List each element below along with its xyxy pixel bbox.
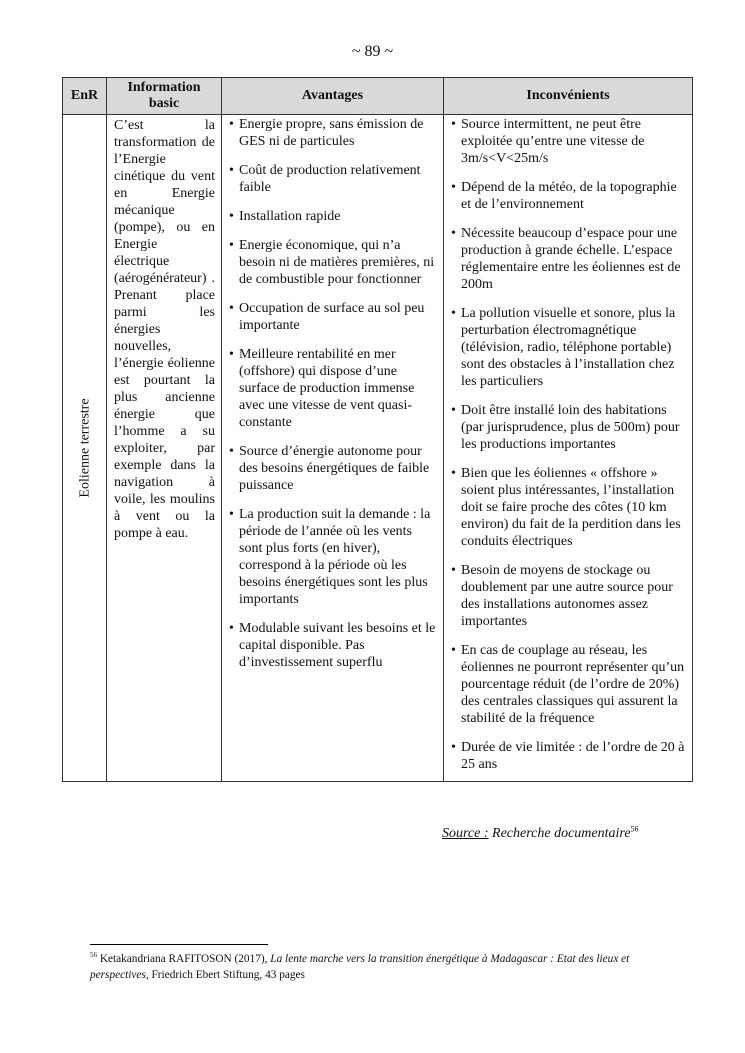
header-enr: EnR [63, 78, 107, 115]
footnote-divider [90, 944, 268, 945]
disadvantage-item: • Source intermittent, ne peut être exploitée qu’entre une vitesse de 3m/s<V<25m/s [451, 116, 686, 167]
page-number: ~ 89 ~ [351, 43, 394, 60]
header-information: Information basic [107, 78, 222, 115]
enr-cell [63, 115, 107, 782]
advantage-item: • Energie économique, qui n’a besoin ni de matières premières, ni de combustible pour fonctionner [229, 237, 437, 288]
footnote-ref: 56 [630, 824, 639, 834]
footnote-number: 56 [90, 951, 97, 960]
disadvantages-cell [444, 115, 693, 782]
advantages-list [229, 116, 437, 671]
disadvantage-item: • La pollution visuelle et sonore, plus la perturbation électromagnétique (télévision, radio, téléphone portable) sont des obstacles à l’installation chez les particuliers [451, 305, 686, 390]
disadvantage-item: • Besoin de moyens de stockage ou doublement par une autre source pour des installations autonomes assez importantes [451, 562, 686, 630]
information-cell: C’est la transformation de l’Energie cinétique du vent en Energie mécanique (pompe), ou en Energie électrique (aérogénérateur) . Prenant place parmi les énergies nouvelles, l’énergie éolienne est pourtant la plus ancienne énergie que l’homme a su exploiter, par exemple dans la navigation à voile, les moulins à vent ou la pompe à eau. [107, 115, 222, 782]
disadvantage-item: • En cas de couplage au réseau, les éoliennes ne pourront représenter qu’un pourcentage réduit (de l’ordre de 20%) des centrales classiques qui assurent la stabilité de la fréquence [451, 642, 686, 727]
footnote-publisher: , Friedrich Ebert Stiftung, 43 pages [145, 969, 305, 981]
advantage-item: • Energie propre, sans émission de GES ni de particules [229, 116, 437, 150]
advantage-item: • Meilleure rentabilité en mer (offshore) qui dispose d’une surface de production immense avec une vitesse de vent quasi-constante [229, 346, 437, 431]
advantage-item: • Coût de production relativement faible [229, 162, 437, 196]
source-note [442, 826, 639, 842]
source-text: Recherche documentaire [488, 826, 631, 841]
row-label: Eolienne terrestre [77, 398, 92, 498]
disadvantages-list [451, 116, 686, 773]
header-disadvantages: Inconvénients [444, 78, 693, 115]
advantage-item: • Occupation de surface au sol peu importante [229, 300, 437, 334]
disadvantage-item: • Doit être installé loin des habitations (par jurisprudence, plus de 500m) pour les productions importantes [451, 402, 686, 453]
advantages-cell [222, 115, 444, 782]
energy-comparison-table [62, 77, 693, 782]
advantage-item: • Installation rapide [229, 208, 437, 225]
table-row [63, 115, 693, 782]
footnote-author: Ketakandriana RAFITOSON (2017), [97, 953, 271, 965]
advantage-item: • Modulable suivant les besoins et le capital disponible. Pas d’investissement superflu [229, 620, 437, 671]
table-header-row [63, 78, 693, 115]
advantage-item: • Source d’énergie autonome pour des besoins énergétiques de faible puissance [229, 443, 437, 494]
advantage-item: • La production suit la demande : la période de l’année où les vents sont plus forts (en hiver), correspond à la période où les besoins énergétiques sont les plus importants [229, 506, 437, 608]
footnote [90, 951, 670, 983]
header-advantages: Avantages [222, 78, 444, 115]
source-label: Source : [442, 826, 489, 841]
disadvantage-item: • Durée de vie limitée : de l’ordre de 20 à 25 ans [451, 739, 686, 773]
disadvantage-item: • Bien que les éoliennes « offshore » soient plus intéressantes, l’installation doit se faire proche des côtes (10 km environ) du fait de la perdition dans les conduits électriques [451, 465, 686, 550]
disadvantage-item: • Dépend de la météo, de la topographie et de l’environnement [451, 179, 686, 213]
footnote-title: La lente marche vers la transition énergétique à Madagascar : Etat des lieux et perspectives [90, 953, 630, 981]
disadvantage-item: • Nécessite beaucoup d’espace pour une production à grande échelle. L’espace réglementaire entre les éoliennes est de 200m [451, 225, 686, 293]
